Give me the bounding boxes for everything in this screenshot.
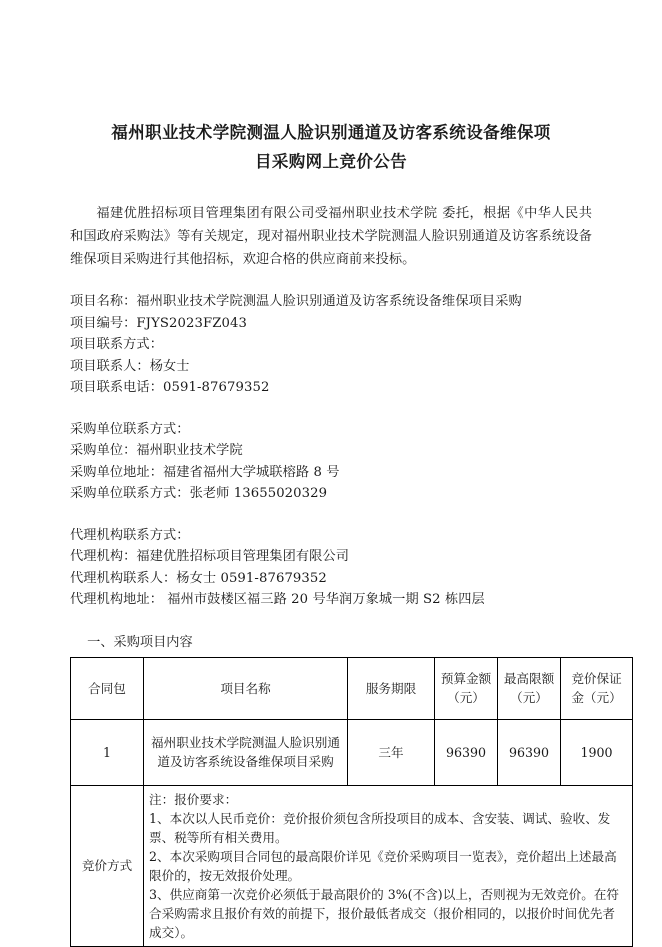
project-name-line: 项目名称：福州职业技术学院测温人脸识别通道及访客系统设备维保项目采购 <box>70 294 522 309</box>
purchaser-contact-heading: 采购单位联系方式： <box>70 421 190 437</box>
header-bid-deposit: 竞价保证金（元） <box>561 657 633 719</box>
agency-address-line: 代理机构地址： 福州市鼓楼区福三路 20 号华润万象城一期 S2 栋四层 <box>70 592 485 607</box>
header-service-term: 服务期限 <box>348 657 435 719</box>
cell-package: 1 <box>71 719 144 785</box>
cell-bid-deposit: 1900 <box>561 719 633 785</box>
cell-budget-amount: 96390 <box>435 719 498 785</box>
notes-line-1: 1、本次以人民币竞价：竞价报价须包含所投项目的成本、含安装、调试、验收、发票、税等所有相关费用。 <box>149 810 611 845</box>
table-header-row <box>71 657 633 719</box>
header-project-name: 项目名称 <box>144 657 348 719</box>
agency-contact-person-line: 代理机构联系人：杨女士 0591-87679352 <box>70 570 327 586</box>
table-row <box>71 719 633 785</box>
header-max-price: 最高限额（元） <box>498 657 561 719</box>
project-contact-phone-line: 项目联系电话：0591-87679352 <box>70 380 270 395</box>
notes-line-2: 2、本次采购项目合同包的最高限价详见《竞价采购项目一览表》，竞价超出上述最高限价的，按无效报价处理。 <box>149 848 617 883</box>
lead-paragraph: 福建优胜招标项目管理集团有限公司受福州职业技术学院 委托，根据《中华人民共和国政府采购法》等有关规定，现对福州职业技术学院测温人脸识别通道及访客系统设备维保项目采购进行其他招标，欢迎合格的供应商前来投标。 <box>70 206 592 267</box>
header-budget-amount: 预算金额（元） <box>435 657 498 719</box>
project-contact-heading: 项目联系方式： <box>70 337 164 352</box>
notes-line-3: 3、供应商第一次竞价必须低于最高限价的 3%(不含)以上，否则视为无效竞价。在符合采购需求且报价有效的前提下，报价最低者成交（报价相同的，以报价时间优先者成交）。 <box>149 886 620 940</box>
purchaser-info-block <box>70 419 592 505</box>
procurement-table <box>70 657 633 947</box>
purchaser-address-line: 采购单位地址：福建省福州大学城联榕路 8 号 <box>70 464 340 480</box>
notes-line-intro: 注：报价要求： <box>149 791 238 807</box>
cell-bidding-mode-label: 竞价方式 <box>71 785 144 946</box>
project-info-block <box>70 291 592 399</box>
cell-project-name: 福州职业技术学院测温人脸识别通道及访客系统设备维保项目采购 <box>144 719 348 785</box>
agency-contact-heading: 代理机构联系方式： <box>70 527 190 543</box>
cell-bidding-notes <box>144 785 633 946</box>
project-number-line: 项目编号：FJYS2023FZ043 <box>70 315 247 331</box>
purchaser-name-line: 采购单位：福州职业技术学院 <box>70 443 243 458</box>
header-package: 合同包 <box>71 657 144 719</box>
title-line-1: 福州职业技术学院测温人脸识别通道及访客系统设备维保项 <box>111 123 551 142</box>
bidding-mode-row <box>71 785 633 946</box>
purchaser-contact-line: 采购单位联系方式：张老师 13655020329 <box>70 486 328 501</box>
agency-name-line: 代理机构：福建优胜招标项目管理集团有限公司 <box>70 549 350 564</box>
cell-service-term: 三年 <box>348 719 435 785</box>
project-contact-person-line: 项目联系人：杨女士 <box>70 358 190 374</box>
page-title <box>70 118 592 176</box>
agency-info-block <box>70 525 592 611</box>
cell-max-price: 96390 <box>498 719 561 785</box>
title-line-2: 目采购网上竞价公告 <box>254 152 408 171</box>
section-heading-procurement-content: 一、采购项目内容 <box>87 634 193 650</box>
